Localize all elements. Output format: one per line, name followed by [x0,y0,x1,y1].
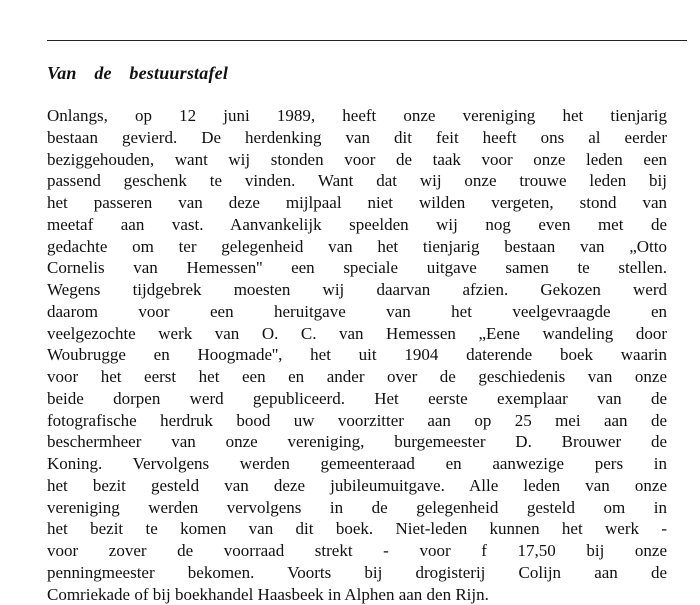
text-line: Woubrugge en Hoogmade'', het uit 1904 daterende boek waarin [47,344,667,366]
text-line: beziggehouden, want wij stonden voor de taak voor onze leden een [47,149,667,171]
text-line: Comriekade of bij boekhandel Haasbeek in Alphen aan den Rijn. [47,584,667,605]
text-line: penningmeester bekomen. Voorts bij drogisterij Colijn aan de [47,562,667,584]
text-line: Wegens tijdgebrek moesten wij daarvan afzien. Gekozen werd [47,279,667,301]
text-line: gedachte om ter gelegenheid van het tienjarig bestaan van „Otto [47,236,667,258]
text-line: voor zover de voorraad strekt - voor f 17,50 bij onze [47,540,667,562]
text-line: daarom voor een heruitgave van het veelgevraagde en [47,301,667,323]
text-line: het bezit gesteld van deze jubileumuitgave. Alle leden van onze [47,475,667,497]
text-line: het bezit te komen van dit boek. Niet-leden kunnen het werk - [47,518,667,540]
section-heading: Van de bestuurstafel [47,62,228,84]
article-body [47,105,667,605]
text-line: het passeren van deze mijlpaal niet wilden vergeten, stond van [47,192,667,214]
text-line: beschermheer van onze vereniging, burgemeester D. Brouwer de [47,431,667,453]
text-line: meetaf aan vast. Aanvankelijk speelden wij nog even met de [47,214,667,236]
text-line: Koning. Vervolgens werden gemeenteraad en aanwezige pers in [47,453,667,475]
text-line: veelgezochte werk van O. C. van Hemessen „Eene wandeling door [47,323,667,345]
text-line: voor het eerst het een en ander over de geschiedenis van onze [47,366,667,388]
text-line: beide dorpen werd gepubliceerd. Het eerste exemplaar van de [47,388,667,410]
text-line: vereniging werden vervolgens in de gelegenheid gesteld om in [47,497,667,519]
text-line: bestaan gevierd. De herdenking van dit feit heeft ons al eerder [47,127,667,149]
text-line: Onlangs, op 12 juni 1989, heeft onze vereniging het tienjarig [47,105,667,127]
header-rule [47,40,687,41]
text-line: passend geschenk te vinden. Want dat wij onze trouwe leden bij [47,170,667,192]
text-line: fotografische herdruk bood uw voorzitter aan op 25 mei aan de [47,410,667,432]
text-line: Cornelis van Hemessen'' een speciale uitgave samen te stellen. [47,257,667,279]
